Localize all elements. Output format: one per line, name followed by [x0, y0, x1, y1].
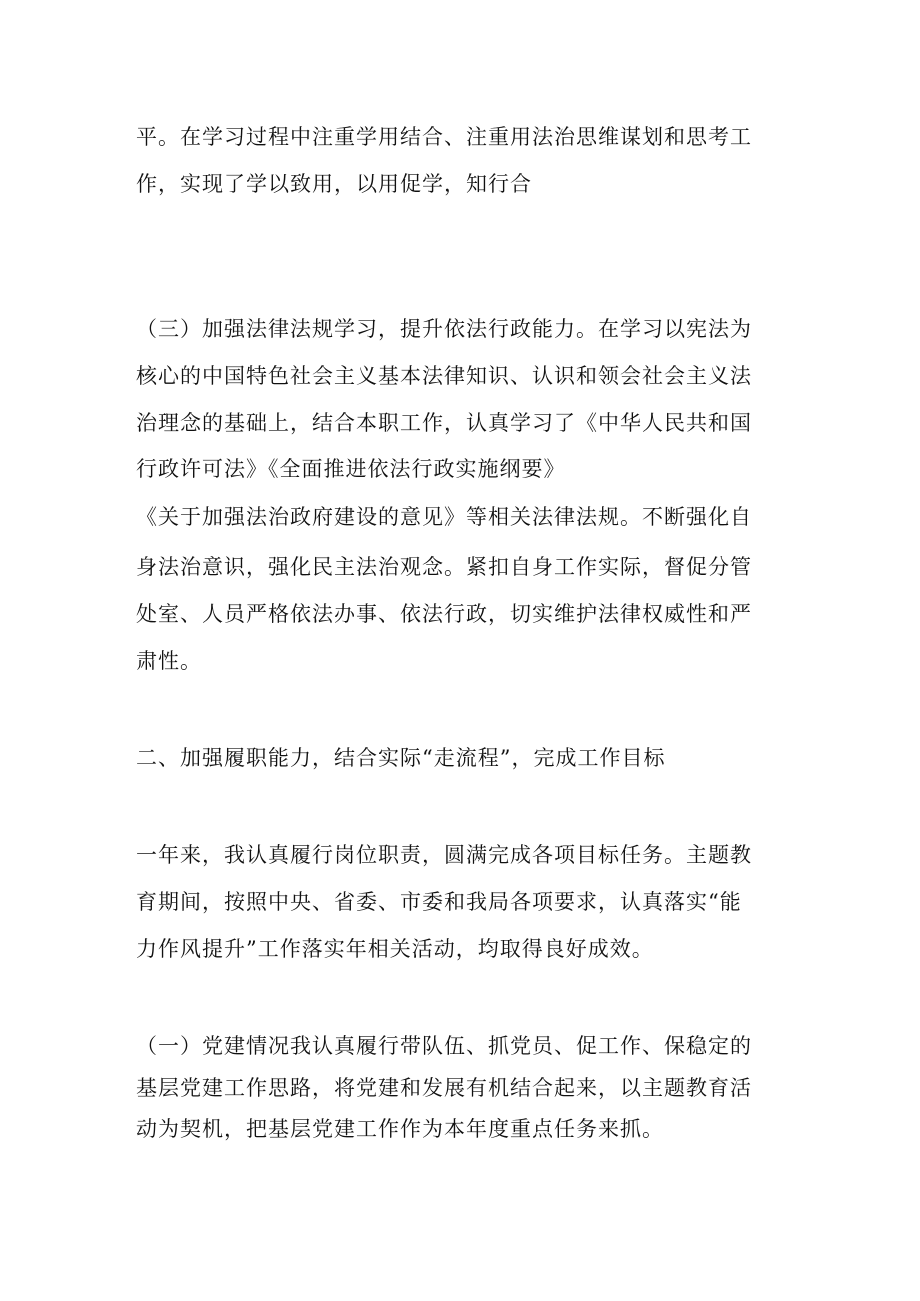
- text-line: （三）加强法律法规学习，提升依法行政能力。在学习以宪法为: [136, 317, 752, 341]
- text-line: 身法治意识，强化民主法治观念。紧扣自身工作实际，督促分管: [136, 555, 752, 579]
- text-line: 育期间，按照中央、省委、市委和我局各项要求，认真落实“能: [136, 890, 742, 914]
- text-line: 《关于加强法治政府建设的意见》等相关法律法规。不断强化自: [136, 505, 752, 529]
- text-line: （一）党建情况我认真履行带队伍、抓党员、促工作、保稳定的: [136, 1034, 752, 1058]
- text-line: 核心的中国特色社会主义基本法律知识、认识和领会社会主义法: [136, 364, 752, 388]
- text-line: 处室、人员严格依法办事、依法行政，切实维护法律权威性和严: [136, 602, 752, 626]
- text-line: 基层党建工作思路，将党建和发展有机结合起来，以主题教育活: [136, 1076, 752, 1100]
- text-line: 动为契机，把基层党建工作作为本年度重点任务来抓。: [136, 1117, 664, 1141]
- text-line: 平。在学习过程中注重学用结合、注重用法治思维谋划和思考工: [136, 125, 752, 149]
- text-line: 作，实现了学以致用，以用促学，知行合: [136, 172, 532, 196]
- text-line: 治理念的基础上，结合本职工作，认真学习了《中华人民共和国: [136, 411, 752, 435]
- text-line: 力作风提升”工作落实年相关活动，均取得良好成效。: [136, 937, 654, 961]
- text-line: 一年来，我认真履行岗位职责，圆满完成各项目标任务。主题教: [136, 843, 752, 867]
- section-heading: 二、加强履职能力，结合实际“走流程”，完成工作目标: [136, 746, 666, 770]
- text-line: 肃性。: [136, 649, 202, 673]
- text-line: 行政许可法》《全面推进依法行政实施纲要》: [136, 457, 566, 481]
